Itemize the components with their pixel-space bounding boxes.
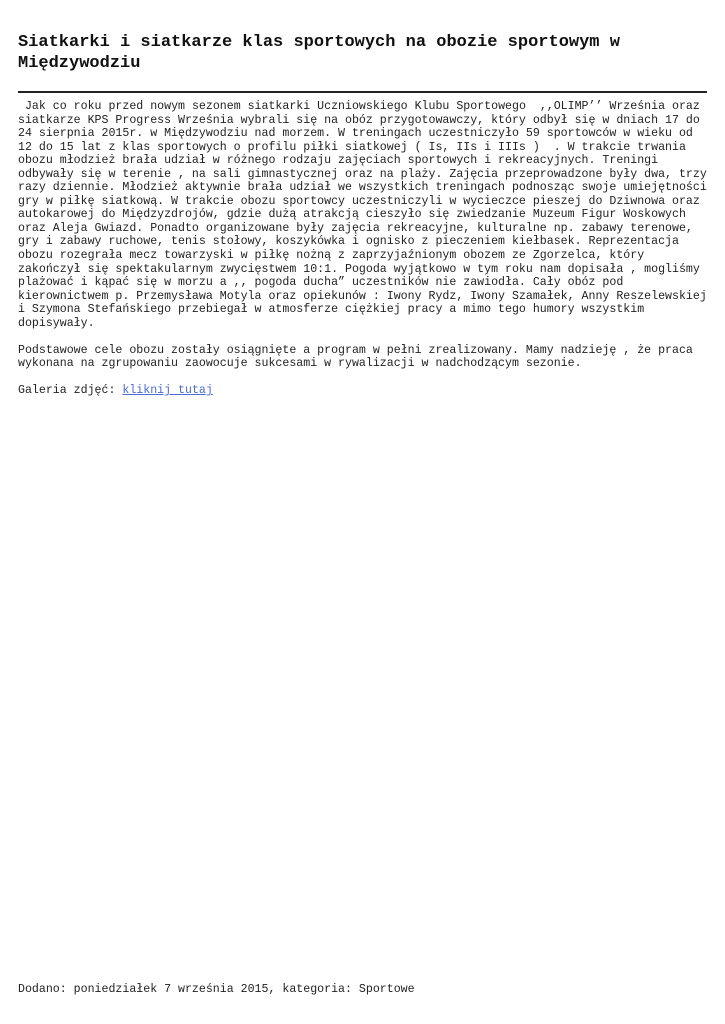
article-body <box>18 100 714 411</box>
article-paragraph-1: Jak co roku przed nowym sezonem siatkarki Uczniowskiego Klubu Sportowego ,,OLIMP’’ Września oraz siatkarze KPS Progress Września wybrali się na obóz przygotowawczy, który odbył się w dniach 17 do 24 sierpnia 2015r. w Międzywodziu nad morzem. W treningach uczestniczyło 59 sportowców w wieku od 12 do 15 lat z klas sportowych o profilu piłki siatkowej ( Is, IIs i IIIs ) . W trakcie trwania obozu młodzież brała udział w różnego rodzaju zajęciach sportowych i rekreacyjnych. Treningi odbywały się w terenie , na sali gimnastycznej oraz na plaży. Zajęcia przeprowadzone były dwa, trzy razy dziennie. Młodzież aktywnie brała udział we wszystkich treningach podnosząc swoje umiejętności gry w piłkę siatkową. W trakcie obozu sportowcy uczestniczyli w wycieczce pieszej do Dziwnowa oraz autokarowej do Międzyzdrojów, gdzie dużą atrakcją cieszyło się zwiedzanie Muzeum Figur Woskowych oraz Aleja Gwiazd. Ponadto organizowane były zajęcia rekreacyjne, kulturalne np. zabawy terenowe, gry i zabawy ruchowe, tenis stołowy, koszykówka i ognisko z pieczeniem kiełbasek. Reprezentacja obozu rozegrała mecz towarzyski w piłkę nożną z zaprzyjaźnionym obozem ze Zgorzelca, który zakończył się spektakularnym zwycięstwem 10:1. Pogoda wyjątkowo w tym roku nam dopisała , mogliśmy plażować i kąpać się w morzu a ,, pogoda ducha” uczestników nie zawiodła. Cały obóz pod kierownictwem p. Przemysława Motyla oraz opiekunów : Iwony Rydz, Iwony Szamałek, Anny Reszelewskiej i Szymona Stefańskiego przebiegał w atmosferze ciężkiej pracy a mimo tego humory wszystkim dopisywały. <box>18 100 714 330</box>
article-paragraph-2: Podstawowe cele obozu zostały osiągnięte a program w pełni zrealizowany. Mamy nadzieję , że praca wykonana na zgrupowaniu zaowocuje sukcesami w rywalizacji w nadchodzącym sezonie. <box>18 343 700 371</box>
title-divider <box>18 91 707 93</box>
gallery-line <box>18 384 708 398</box>
gallery-link[interactable]: kliknij tutaj <box>122 384 213 398</box>
article-title: Siatkarki i siatkarze klas sportowych na obozie sportowym w Międzywodziu <box>18 33 620 73</box>
gallery-label: Galeria zdjęć: <box>18 384 123 398</box>
post-footer: Dodano: poniedziałek 7 września 2015, kategoria: Sportowe <box>18 983 415 996</box>
